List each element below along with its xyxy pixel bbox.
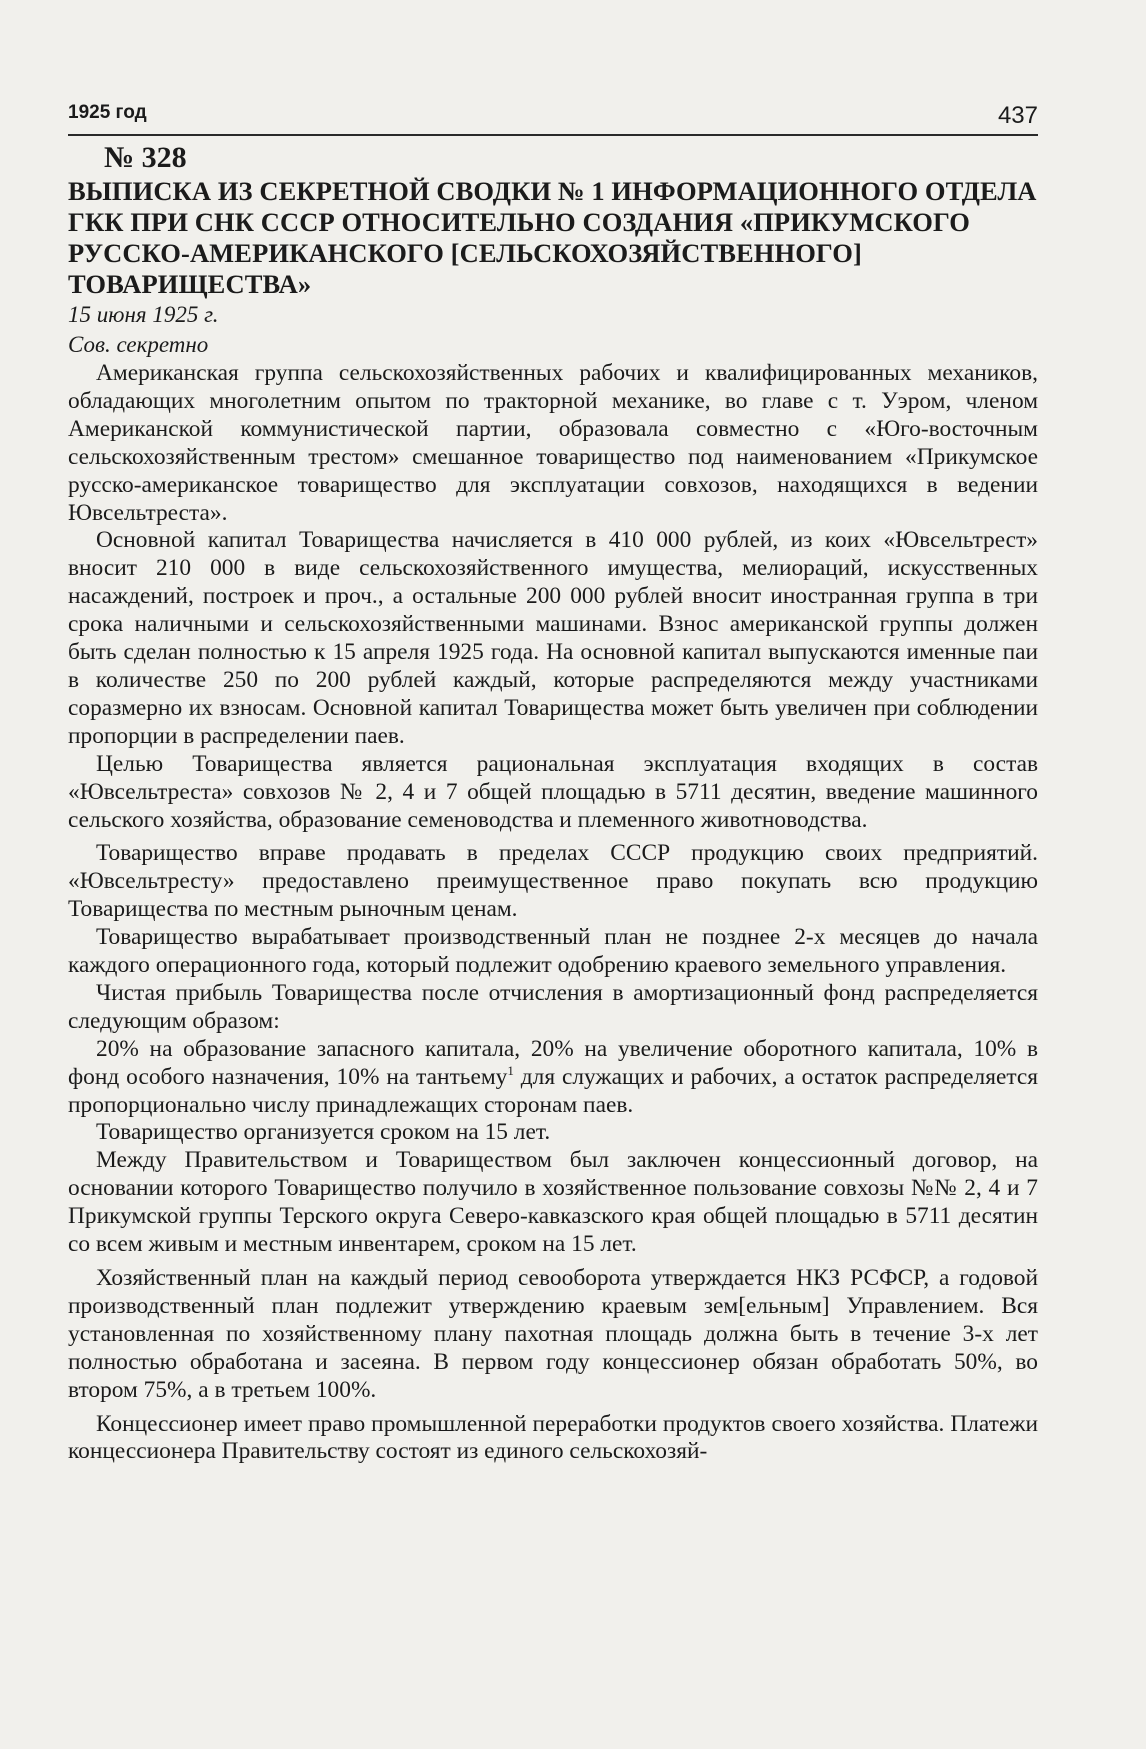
document-date: 15 июня 1925 г. <box>68 302 219 327</box>
paragraph-american-group: Американская группа сельскохозяйственных рабочих и квалифицированных механиков, обладающих многолетним опытом по тракторной механике, во главе с т. Уэром, членом Американской коммунистической партии, образовала совместно с «Юго-восточным сельскохозяйственным трестом» смешанное товарищество под наименованием «Прикумское русско-американское товарищество для эксплуатации совхозов, находящихся в ведении Ювсельтреста». <box>68 360 1038 526</box>
footnote-mark: 1 <box>507 1062 514 1078</box>
profit-text-after: для служащих и рабочих, а остаток распределяется пропорционально числу принадлежащих сторонам паев. <box>68 1063 1038 1118</box>
paragraph-profit-distribution <box>68 1036 1038 1120</box>
classification-mark: Сов. секретно <box>68 332 209 357</box>
paragraph-economic-plan: Хозяйственный план на каждый период севооборота утверждается НКЗ РСФСР, а годовой производственный план подлежит утверждению краевым зем[ельным] Управлением. Вся установленная по хозяйственному плану пахотная площадь должна быть в течение 3-х лет полностью обработана и засеяна. В первом году концессионер обязан обработать 50%, во втором 75%, а в третьем 100%. <box>68 1265 1038 1403</box>
page-number: 437 <box>997 102 1038 129</box>
paragraph-concession-contract: Между Правительством и Товариществом был заключен концессионный договор, на основании которого Товарищество получило в хозяйственное пользование совхозы №№ 2, 4 и 7 Прикумской группы Терского округа Северо-кавказского края общей площадью в 5711 десятин со всем живым и местным инвентарем, сроком на 15 лет. <box>68 1147 1038 1258</box>
paragraph-sales-rights: Товарищество вправе продавать в пределах СССР продукцию своих предприятий. «Ювсельтресту» предоставлено преимущественное право покупать всю продукцию Товарищества по местным рыночным ценам. <box>68 840 1038 923</box>
running-head-year: 1925 год <box>68 102 147 123</box>
paragraph-term: Товарищество организуется сроком на 15 лет. <box>96 1119 551 1146</box>
paragraph-net-profit: Чистая прибыль Товарищества после отчисления в амортизационный фонд распределяется следующим образом: <box>68 979 1038 1034</box>
profit-text-before: 20% на образование запасного капитала, 20% на увеличение оборотного капитала, 10% в фонд особого назначения, 10% на тантьему <box>68 1035 1038 1090</box>
header-rule <box>68 134 1038 136</box>
paragraph-processing-rights: Концессионер имеет право промышленной переработки продуктов своего хозяйства. Платежи концессионера Правительству состоят из единого сельскохозяй- <box>68 1410 1038 1465</box>
document-content <box>68 140 1038 1466</box>
document-title: ВЫПИСКА ИЗ СЕКРЕТНОЙ СВОДКИ № 1 ИНФОРМАЦИОННОГО ОТДЕЛА ГКК ПРИ СНК СССР ОТНОСИТЕЛЬНО СОЗДАНИЯ «ПРИКУМСКОГО РУССКО-АМЕРИКАНСКОГО [СЕЛЬСКОХОЗЯЙСТВЕННОГО] ТОВАРИЩЕСТВА» <box>68 176 1037 299</box>
paragraph-purpose: Целью Товарищества является рациональная эксплуатация входящих в состав «Ювсельтреста» совхозов № 2, 4 и 7 общей площадью в 5711 десятин, введение машинного сельского хозяйства, образование семеноводства и племенного животноводства. <box>68 750 1038 833</box>
paragraph-capital: Основной капитал Товарищества начисляется в 410 000 рублей, из коих «Ювсельтрест» вносит 210 000 в виде сельскохозяйственного имущества, мелиораций, искусственных насаждений, построек и проч., а остальные 200 000 рублей вносит иностранная группа в три срока наличными и сельскохозяйственными машинами. Взнос американской группы должен быть сделан полностью к 15 апреля 1925 года. На основной капитал выпускаются именные паи в количестве 250 по 200 рублей каждый, которые распределяются между участниками соразмерно их взносам. Основной капитал Товарищества может быть увеличен при соблюдении пропорции в распределении паев. <box>68 527 1038 749</box>
document-number: № 328 <box>104 141 187 174</box>
document-body <box>68 360 1038 1466</box>
paragraph-production-plan: Товарищество вырабатывает производственный план не позднее 2-х месяцев до начала каждого операционного года, который подлежит одобрению краевого земельного управления. <box>68 924 1038 979</box>
